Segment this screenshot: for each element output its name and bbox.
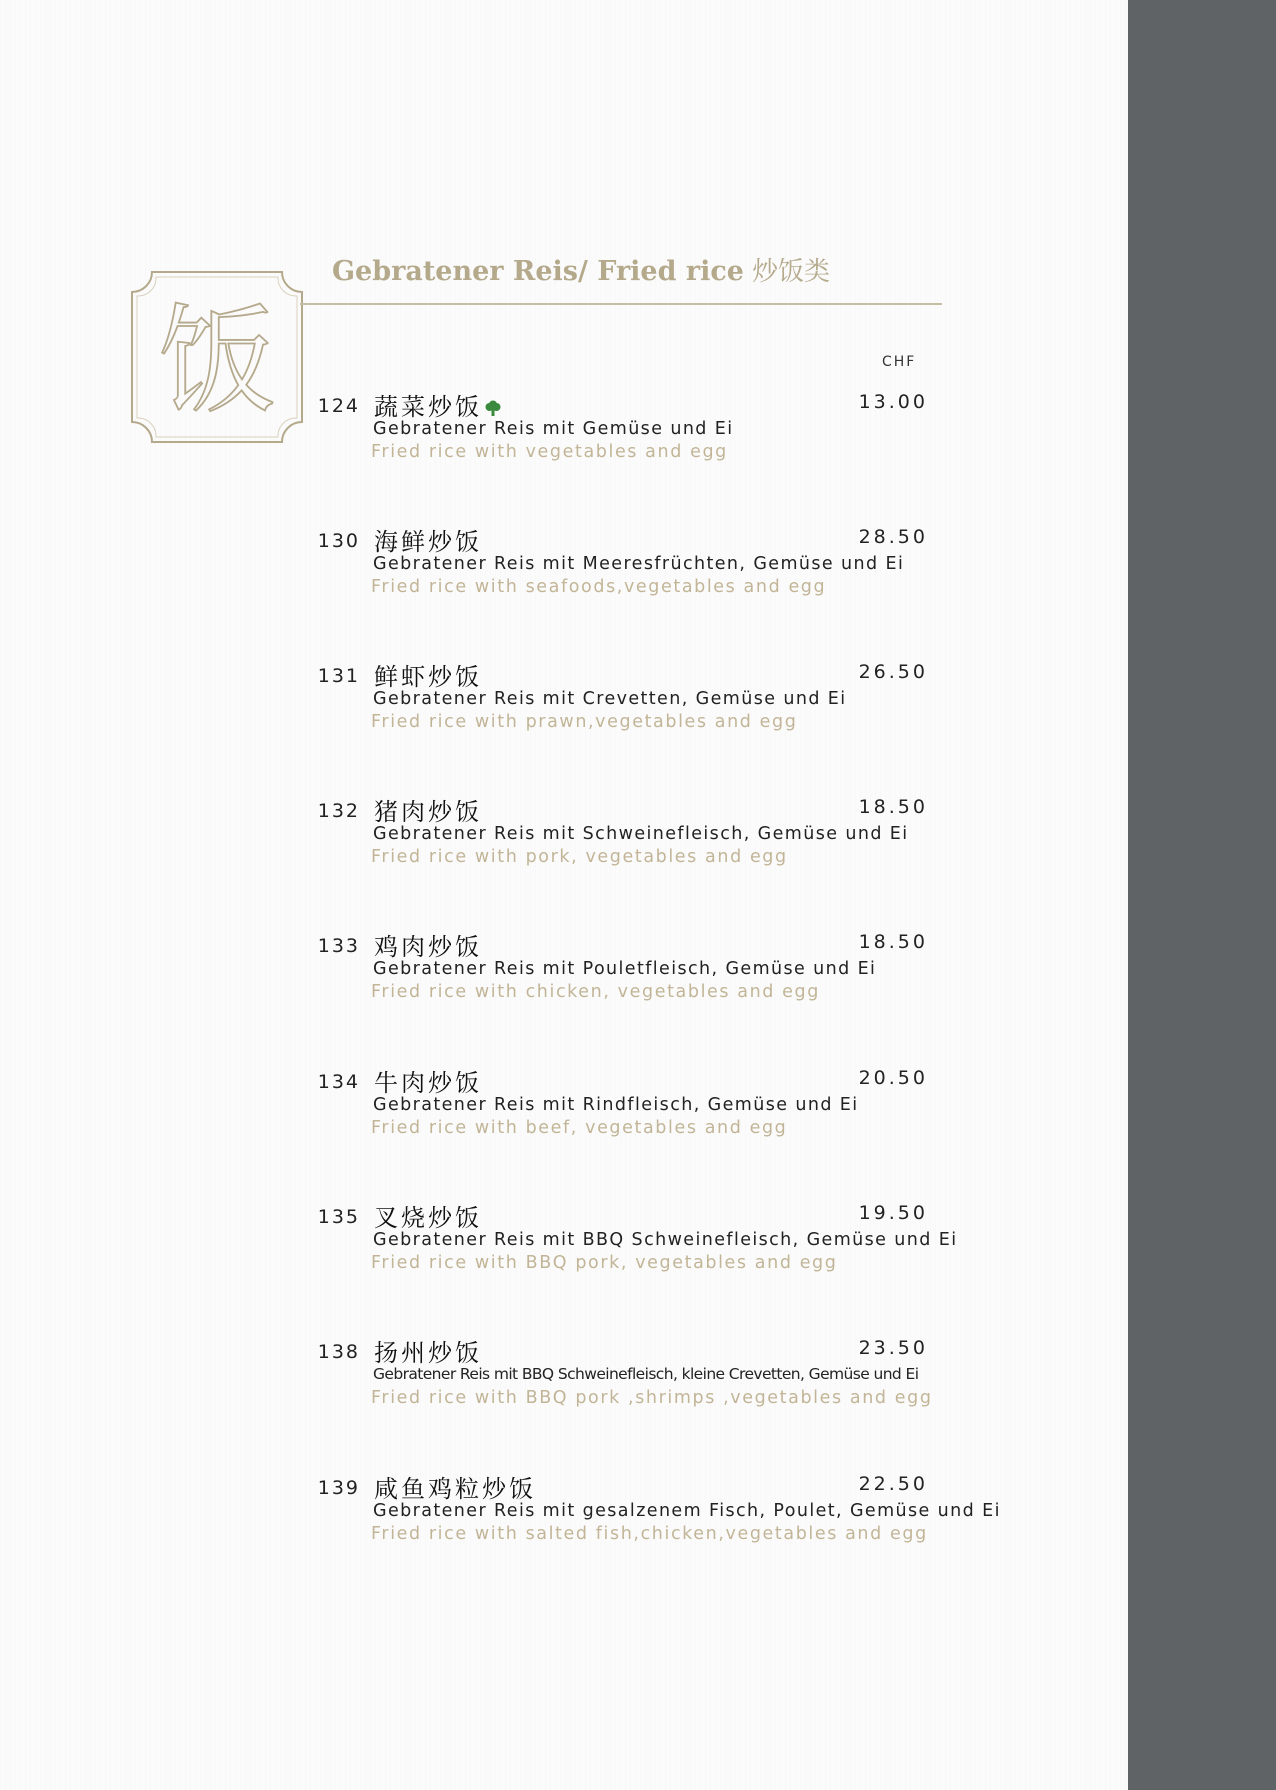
item-description-de: Gebratener Reis mit Meeresfrüchten, Gemüse und Ei <box>373 554 905 574</box>
item-description-de: Gebratener Reis mit Gemüse und Ei <box>373 419 734 439</box>
item-price: 18.50 <box>858 931 928 953</box>
item-description-en: Fried rice with vegetables and egg <box>371 442 728 462</box>
item-price: 20.50 <box>858 1067 928 1089</box>
item-name-cn <box>374 522 482 557</box>
item-number: 124 <box>317 395 360 417</box>
broccoli-vegetarian-icon <box>484 400 502 418</box>
item-price: 18.50 <box>858 796 928 818</box>
menu-item <box>0 1469 1128 1559</box>
item-name-cn <box>374 1063 482 1098</box>
title-underline <box>300 303 942 305</box>
item-description-en: Fried rice with prawn,vegetables and egg <box>371 712 798 732</box>
item-name-cn-text: 扬州炒饭 <box>374 1339 482 1367</box>
item-description-en: Fried rice with pork, vegetables and egg <box>371 847 788 867</box>
section-title-cn: 炒饭类 <box>752 257 831 287</box>
item-name-cn-text: 猪肉炒饭 <box>374 798 482 826</box>
item-number: 134 <box>317 1071 360 1093</box>
item-description-de: Gebratener Reis mit BBQ Schweinefleisch, Gemüse und Ei <box>373 1230 958 1250</box>
item-description-en: Fried rice with seafoods,vegetables and egg <box>371 577 827 597</box>
menu-item <box>0 387 1128 477</box>
item-number: 132 <box>317 800 360 822</box>
currency-label: CHF <box>882 354 917 370</box>
item-description-en: Fried rice with salted fish,chicken,vegetables and egg <box>371 1524 928 1544</box>
item-name-cn-text: 蔬菜炒饭 <box>374 393 482 421</box>
item-description-en: Fried rice with BBQ pork, vegetables and egg <box>371 1253 838 1273</box>
menu-item <box>0 1198 1128 1288</box>
item-name-cn-text: 鸡肉炒饭 <box>374 933 482 961</box>
item-price: 26.50 <box>858 661 928 683</box>
item-name-cn-text: 鲜虾炒饭 <box>374 663 482 691</box>
item-number: 130 <box>317 530 360 552</box>
item-name-cn <box>374 1198 482 1233</box>
item-number: 139 <box>317 1477 360 1499</box>
item-number: 138 <box>317 1341 360 1363</box>
menu-item <box>0 657 1128 747</box>
item-name-cn-text: 牛肉炒饭 <box>374 1069 482 1097</box>
right-sidebar-band <box>1128 0 1276 1790</box>
item-description-en: Fried rice with beef, vegetables and egg <box>371 1118 788 1138</box>
item-name-cn <box>374 1469 536 1504</box>
item-price: 22.50 <box>858 1473 928 1495</box>
menu-item <box>0 1333 1128 1423</box>
item-name-cn <box>374 927 482 962</box>
item-name-cn <box>374 657 482 692</box>
item-name-cn-text: 海鲜炒饭 <box>374 528 482 556</box>
item-description-de: Gebratener Reis mit BBQ Schweinefleisch, kleine Crevetten, Gemüse und Ei <box>373 1365 919 1383</box>
item-number: 133 <box>317 935 360 957</box>
item-name-cn <box>374 387 502 422</box>
item-name-cn <box>374 1333 482 1368</box>
menu-item <box>0 522 1128 612</box>
item-price: 23.50 <box>858 1337 928 1359</box>
item-description-de: Gebratener Reis mit Pouletfleisch, Gemüse und Ei <box>373 959 877 979</box>
menu-item <box>0 792 1128 882</box>
item-description-en: Fried rice with chicken, vegetables and egg <box>371 982 820 1002</box>
item-description-de: Gebratener Reis mit gesalzenem Fisch, Poulet, Gemüse und Ei <box>373 1501 1001 1521</box>
item-number: 135 <box>317 1206 360 1228</box>
item-description-de: Gebratener Reis mit Crevetten, Gemüse und Ei <box>373 689 847 709</box>
item-price: 19.50 <box>858 1202 928 1224</box>
item-name-cn <box>374 792 482 827</box>
section-title <box>332 251 830 288</box>
item-price: 13.00 <box>858 391 928 413</box>
item-description-en: Fried rice with BBQ pork ,shrimps ,vegetables and egg <box>371 1388 933 1408</box>
item-number: 131 <box>317 665 360 687</box>
menu-item <box>0 1063 1128 1153</box>
item-name-cn-text: 咸鱼鸡粒炒饭 <box>374 1475 536 1503</box>
item-description-de: Gebratener Reis mit Schweinefleisch, Gemüse und Ei <box>373 824 909 844</box>
menu-item <box>0 927 1128 1017</box>
item-name-cn-text: 叉烧炒饭 <box>374 1204 482 1232</box>
badge-character: 饭 <box>157 292 277 430</box>
section-title-text: Gebratener Reis/ Fried rice <box>332 256 744 287</box>
item-price: 28.50 <box>858 526 928 548</box>
item-description-de: Gebratener Reis mit Rindfleisch, Gemüse und Ei <box>373 1095 859 1115</box>
